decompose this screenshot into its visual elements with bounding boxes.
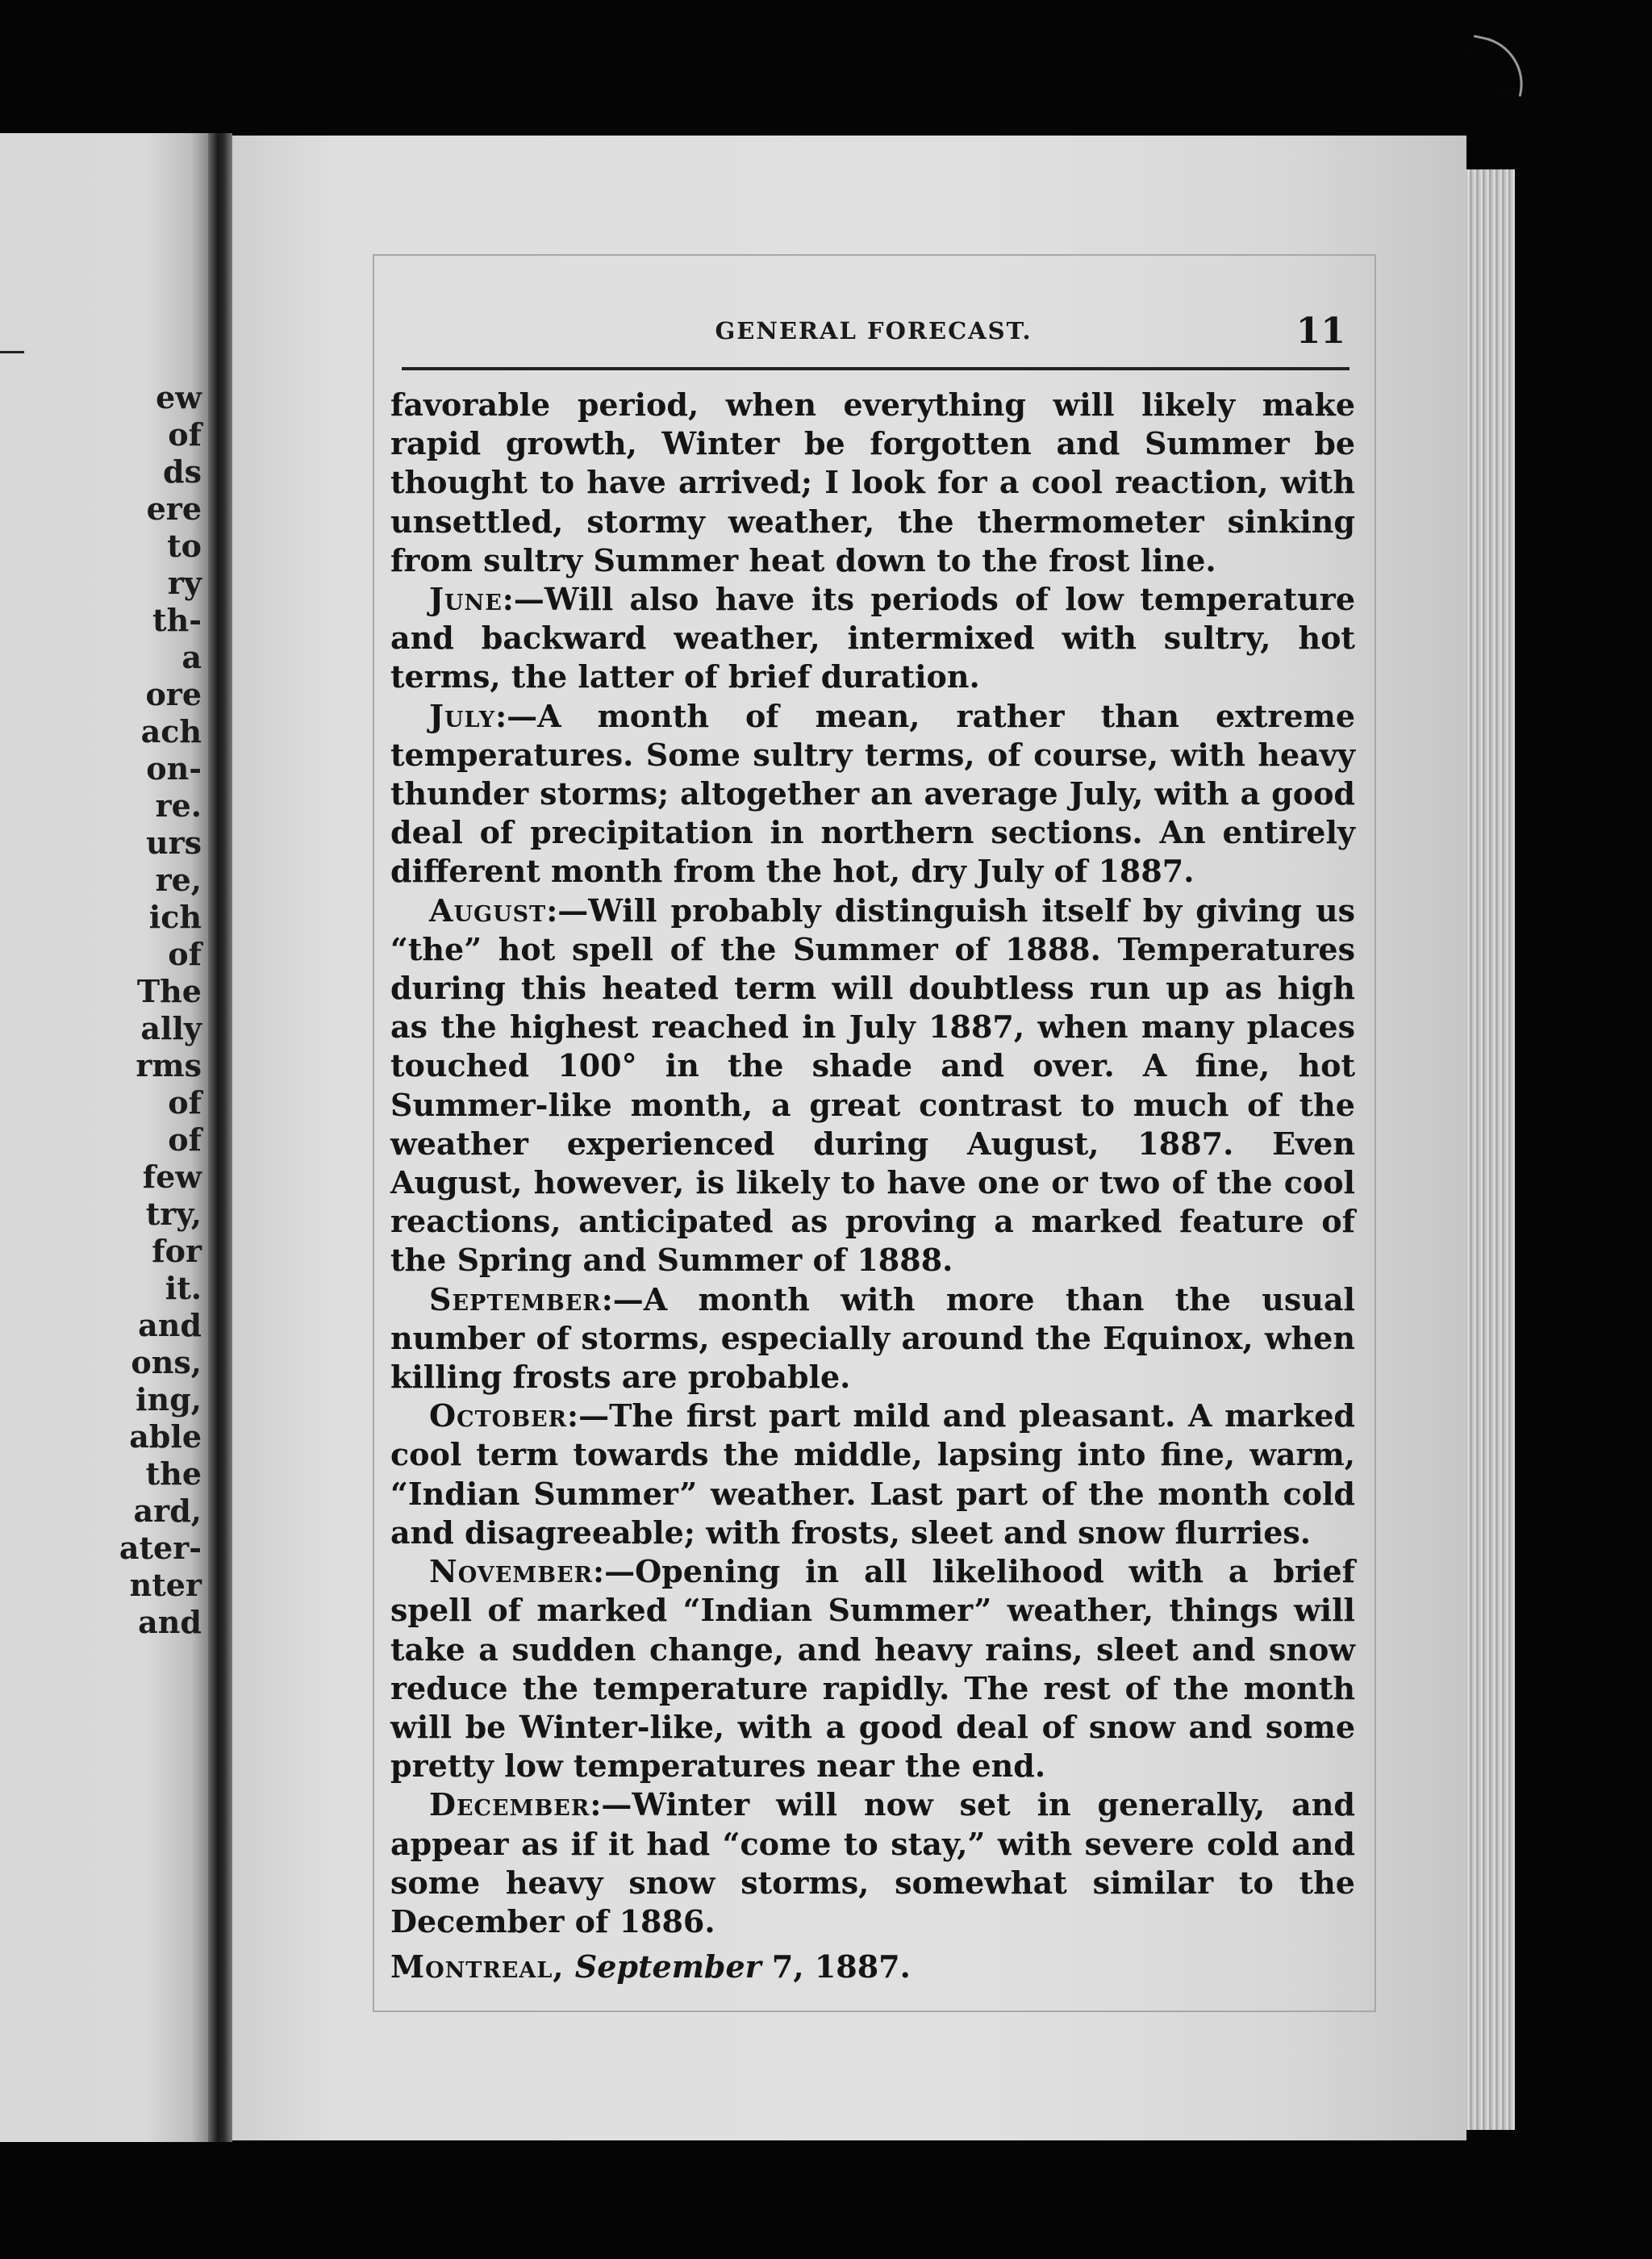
left-page-line: on- <box>146 750 202 787</box>
paragraph-text: :—A month with more than the usual number of storms, especially around the Equinox, when killing frosts are probable. <box>390 1280 1355 1396</box>
left-page-line: and <box>138 1307 202 1343</box>
left-page-line: for <box>152 1233 202 1269</box>
left-page-line: ing, <box>136 1381 202 1418</box>
paragraph-october <box>390 1397 1355 1552</box>
running-header <box>394 311 1354 359</box>
paragraph-text: :—Winter will now set in generally, and appear as if it had “come to stay,” with severe cold and some heavy snow storms, somewhat similar to the December of 1886. <box>390 1786 1355 1940</box>
left-page-line: ore <box>145 676 202 712</box>
left-page-line: ich <box>148 899 202 935</box>
header-rule <box>402 367 1350 370</box>
left-page-line: rms <box>136 1047 202 1084</box>
month-heading: October <box>429 1397 568 1434</box>
month-heading: August <box>429 891 547 929</box>
month-heading: November <box>429 1553 594 1590</box>
dateline <box>390 1948 1355 1986</box>
left-page-line: ons, <box>131 1344 202 1380</box>
left-page-line: re, <box>155 862 202 898</box>
dateline-place: Montreal, <box>390 1948 565 1985</box>
month-heading: July <box>429 697 496 734</box>
left-page-line: of <box>168 936 202 972</box>
left-page-line: ry <box>167 565 202 601</box>
month-heading: December <box>429 1786 590 1823</box>
left-page-line: it. <box>165 1270 202 1306</box>
page-number: 11 <box>1295 311 1345 352</box>
paragraph-september <box>390 1280 1355 1397</box>
left-page-text-fragments <box>0 379 202 1641</box>
left-page-line: the <box>145 1455 202 1492</box>
paragraph-text: :—A month of mean, rather than extreme temperatures. Some sultry terms, of course, with heavy thunder storms; altogether an average July, with a good deal of precipitation in northern sections. An entirely different month from the hot, dry July of 1887. <box>390 697 1355 890</box>
left-facing-page <box>0 133 208 2142</box>
paragraph-june <box>390 580 1355 697</box>
paragraph-text: :—The first part mild and pleasant. A marked cool term towards the middle, lapsing into fine, warm, “Indian Summer” weather. Last part of the month cold and disagreeable; with frosts, sleet and snow flurries. <box>390 1397 1355 1551</box>
left-page-line: ds <box>163 453 202 490</box>
dateline-month: September <box>574 1948 761 1985</box>
left-page-line: and <box>138 1604 202 1640</box>
dateline-date: 7, 1887. <box>771 1948 911 1985</box>
left-page-line: urs <box>145 825 202 861</box>
left-page-line: able <box>129 1418 202 1455</box>
left-page-line: re. <box>155 787 202 824</box>
left-page-line: ew <box>156 379 202 415</box>
left-page-line: of <box>168 1121 202 1158</box>
page-edges <box>1466 169 1515 2130</box>
paragraph-text: :—Will also have its periods of low temperature and backward weather, intermixed with sultry, hot terms, the latter of brief duration. <box>390 581 1355 695</box>
paragraph-december <box>390 1785 1355 1941</box>
left-page-line: ally <box>140 1010 202 1046</box>
paragraph-august <box>390 891 1355 1280</box>
left-page-line: ard, <box>133 1493 202 1529</box>
book-gutter <box>208 133 232 2142</box>
paragraph-july <box>390 697 1355 891</box>
running-title: GENERAL FORECAST. <box>715 317 1032 344</box>
left-page-line: few <box>142 1159 202 1195</box>
left-page-line: nter <box>129 1567 202 1603</box>
paragraph-text: :—Will probably distinguish itself by giving us “the” hot spell of the Summer of 1888. Temperatures during this heated term will doubtless run up as high as the highest reached in July 1887, when many places touched 100° in the shade and over. A fine, hot Summer-like month, a great contrast to much of the weather experienced during August, 1887. Even August, however, is likely to have one or two of the cool reactions, anticipated as proving a marked feature of the Spring and Summer of 1888. <box>390 891 1355 1279</box>
left-page-line: a <box>181 639 202 675</box>
left-page-line: of <box>168 1084 202 1121</box>
paragraph-text: favorable period, when everything will likely make rapid growth, Winter be forgotten and Summer be thought to have arrived; I look for a cool reaction, with unsettled, stormy weather, the thermometer sinking from sultry Summer heat down to the frost line. <box>390 386 1355 578</box>
left-page-line: The <box>136 973 202 1009</box>
forecast-body <box>390 386 1355 1986</box>
left-page-line: of <box>168 416 202 453</box>
left-page-line: ere <box>146 491 202 527</box>
left-page-line: ach <box>140 713 202 750</box>
left-page-line: try, <box>145 1196 202 1232</box>
paragraph-continuation <box>390 386 1355 580</box>
left-page-line: th- <box>152 602 202 638</box>
paragraph-text: :—Opening in all likelihood with a brief spell of marked “Indian Summer” weather, things will take a sudden change, and heavy rains, sleet and snow reduce the temperature rapidly. The rest of the month will be Winter-like, with a good deal of snow and some pretty low temperatures near the end. <box>390 1553 1355 1785</box>
month-heading: September <box>429 1280 602 1317</box>
page-corner-curl <box>1463 35 1532 97</box>
left-page-line: ater- <box>119 1530 202 1566</box>
left-page-rule <box>0 351 24 353</box>
paragraph-november <box>390 1552 1355 1785</box>
left-page-line: to <box>167 528 202 564</box>
month-heading: June <box>429 581 503 618</box>
